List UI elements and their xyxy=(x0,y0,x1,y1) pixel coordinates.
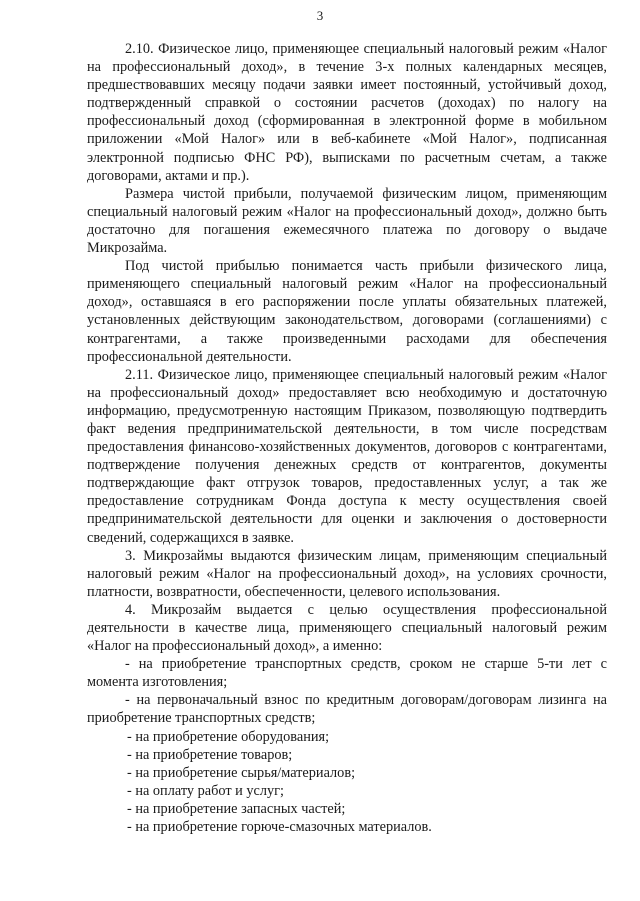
list-item: - на приобретение запасных частей; xyxy=(127,800,346,817)
purpose-list xyxy=(87,655,607,836)
page-number: 3 xyxy=(316,8,324,23)
document-body xyxy=(87,40,607,836)
list-item: - на приобретение сырья/материалов; xyxy=(127,764,356,781)
list-item: - на приобретение горюче-смазочных материалов. xyxy=(127,819,432,836)
list-item: - на оплату работ и услуг; xyxy=(127,782,284,799)
list-item: - на приобретение оборудования; xyxy=(127,728,330,745)
paragraph-2-10: 2.10. Физическое лицо, применяющее специальный налоговый режим «Налог на профессиональный доход», в течение 3-х полных календарных месяцев, предшествовавших месяцу подачи заявки имеет постоянный, устойчивый доход, подтвержденный справкой о состоянии расчетов (доходах) по налогу на профессиональный доход (сформированная в электронной форме в мобильном приложении «Мой Налог» или в веб-кабинете «Мой Налог», подписанная электронной подписью ФНС РФ), выписками по расчетным счетам, а также договорами, актами и пр.). xyxy=(87,41,607,184)
list-item: - на приобретение транспортных средств, сроком не старше 5-ти лет с момента изготовления; xyxy=(87,656,607,691)
paragraph-4: 4. Микрозайм выдается с целью осуществления профессиональной деятельности в качестве лица, применяющего специальный налоговый режим «Налог на профессиональный доход», а именно: xyxy=(87,601,607,655)
paragraph-net-profit-definition: Под чистой прибылью понимается часть прибыли физического лица, применяющего специальный налоговый режим «Налог на профессиональный доход», оставшаяся в его распоряжении после уплаты обязательных платежей, установленных действующим законодательством, договорами (соглашениями) с контрагентами, а также произведенными расходами для обеспечения профессиональной деятельности. xyxy=(87,258,607,365)
paragraph-3: 3. Микрозаймы выдаются физическим лицам, применяющим специальный налоговый режим «Налог на профессиональный доход», на условиях срочности, платности, возвратности, обеспеченности, целевого использования. xyxy=(87,547,607,600)
list-item: - на приобретение товаров; xyxy=(127,746,293,763)
paragraph-2-11: 2.11. Физическое лицо, применяющее специальный налоговый режим «Налог на профессиональный доход» предоставляет всю необходимую и достаточную информацию, предусмотренную настоящим Приказом, позволяющую подтвердить факт ведения предпринимательской деятельности, в том числе посредствам предоставления финансово-хозяйственных документов, договоров с контрагентами, подтверждение получения денежных средств от контрагентов, документы подтверждающие факт отгрузок товаров, предоставленных услуг, а так же предоставление сотрудникам Фонда доступа к месту осуществления своей предпринимательской деятельности для оценки и заключения о достоверности сведений, содержащихся в заявке. xyxy=(87,366,607,546)
list-item: - на первоначальный взнос по кредитным договорам/договорам лизинга на приобретение транспортных средств; xyxy=(87,692,607,727)
paragraph-net-profit-size: Размера чистой прибыли, получаемой физическим лицом, применяющим специальный налоговый режим «Налог на профессиональный доход», должно быть достаточно для погашения ежемесячного платежа по договору о выдаче Микрозайма. xyxy=(87,185,607,257)
